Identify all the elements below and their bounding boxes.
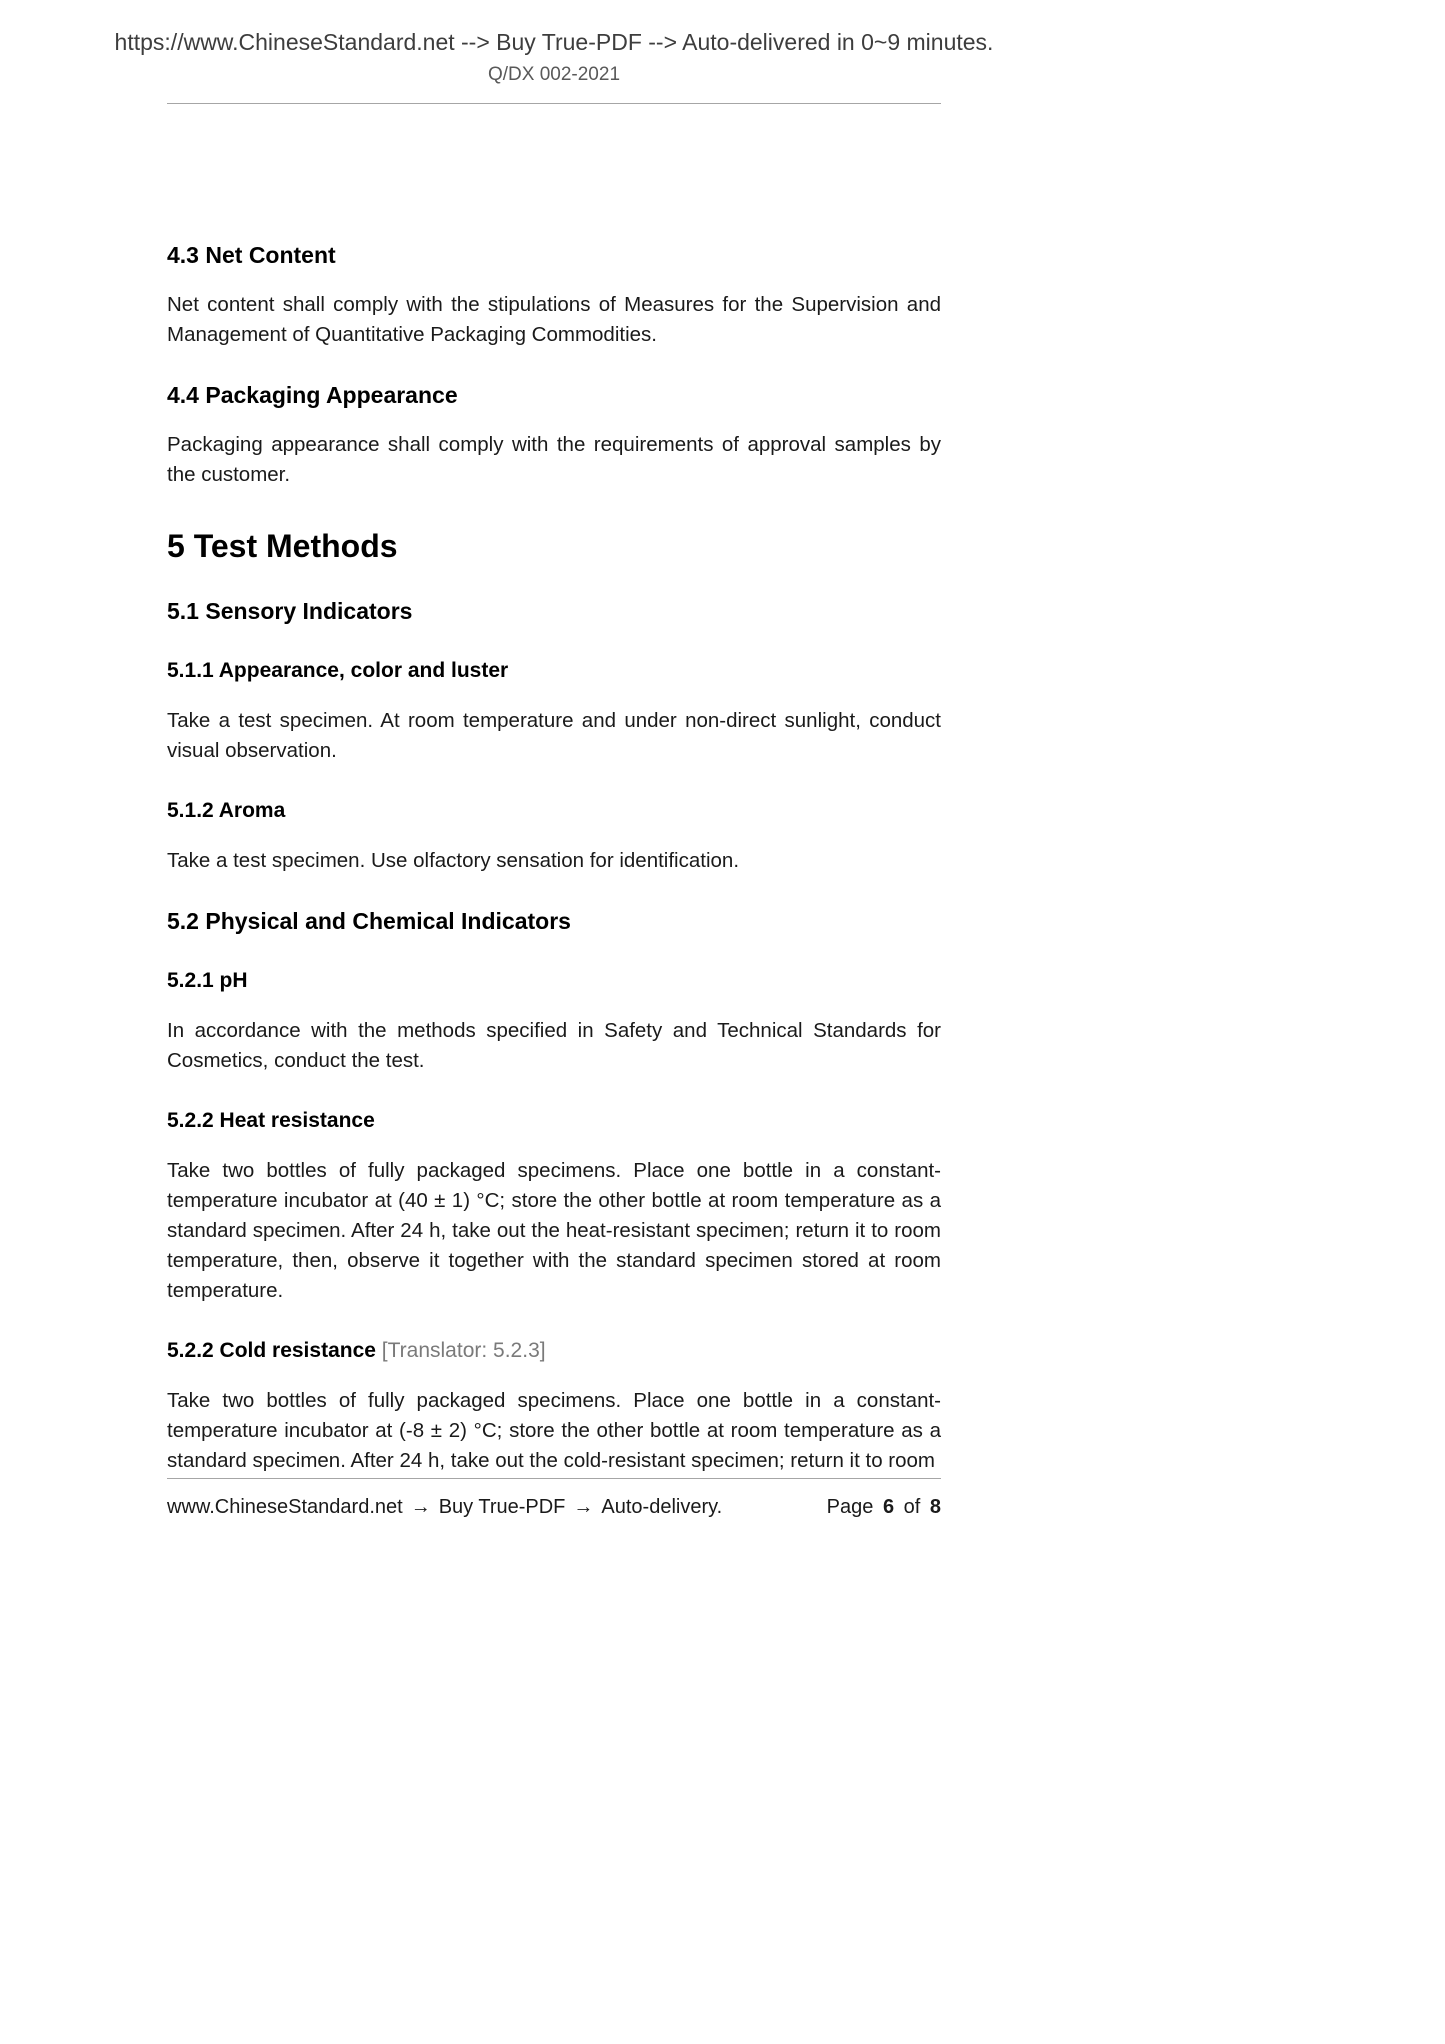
arrow-right-icon: → — [410, 1496, 431, 1518]
subsection-heading-5-1-2-aroma: 5.1.2 Aroma — [167, 799, 286, 822]
cold-resistance-title: 5.2.2 Cold resistance — [167, 1339, 376, 1362]
subsection-heading-5-1-1-appearance: 5.1.1 Appearance, color and luster — [167, 659, 509, 682]
header-url[interactable]: https://www.ChineseStandard.net --> Buy True-PDF --> Auto-delivered in 0~9 minutes. — [114, 29, 994, 55]
subsection-heading-5-2-2-cold-resistance — [167, 1336, 941, 1366]
paragraph-appearance-test: Take a test specimen. At room temperature and under non-direct sunlight, conduct visual observation. — [167, 709, 941, 762]
paragraph-heat-resistance-test: Take two bottles of fully packaged specimens. Place one bottle in a constant-temperature incubator at (40 ± 1) °C; store the other bottle at room temperature as a standard specimen. After 24 h, take out the heat-resistant specimen; return it to room temperature, then, observe it together with the standard specimen stored at room temperature. — [167, 1159, 941, 1302]
header-divider — [167, 103, 941, 104]
page-of-label: of — [903, 1496, 921, 1518]
paragraph-aroma-test: Take a test specimen. Use olfactory sensation for identification. — [167, 849, 740, 872]
chapter-heading-5-test-methods: 5 Test Methods — [167, 528, 398, 564]
footer-delivery-text: Auto-delivery. — [601, 1496, 723, 1518]
arrow-right-icon: → — [573, 1496, 594, 1518]
subsection-heading-5-2-2-heat-resistance: 5.2.2 Heat resistance — [167, 1109, 375, 1132]
page-indicator — [827, 1492, 941, 1522]
footer-site-link[interactable]: www.ChineseStandard.net — [167, 1496, 403, 1518]
paragraph-cold-resistance-test: Take two bottles of fully packaged specimens. Place one bottle in a constant-temperature incubator at (-8 ± 2) °C; store the other bottle at room temperature as a standard specimen. After 24 h, take out the cold-resistant specimen; return it to room — [167, 1389, 941, 1472]
footer-buy-text: Buy True-PDF — [438, 1496, 566, 1518]
section-heading-4-4-packaging-appearance: 4.4 Packaging Appearance — [167, 382, 458, 408]
footer-promo — [167, 1492, 722, 1522]
page-current-number: 6 — [882, 1496, 895, 1518]
translator-note: [Translator: 5.2.3] — [381, 1339, 546, 1362]
section-heading-5-1-sensory-indicators: 5.1 Sensory Indicators — [167, 598, 413, 624]
section-heading-5-2-physical-chemical: 5.2 Physical and Chemical Indicators — [167, 908, 571, 934]
document-body — [167, 240, 941, 1476]
paragraph-packaging-appearance: Packaging appearance shall comply with the requirements of approval samples by the customer. — [167, 433, 941, 486]
page-total-number: 8 — [929, 1496, 941, 1518]
footer-divider — [167, 1478, 941, 1479]
page-header — [0, 28, 1108, 86]
page-label: Page — [826, 1496, 874, 1518]
subsection-heading-5-2-1-ph: 5.2.1 pH — [167, 969, 248, 992]
header-doc-number: Q/DX 002-2021 — [487, 64, 621, 85]
page-footer — [167, 1492, 941, 1522]
paragraph-ph-test: In accordance with the methods specified in Safety and Technical Standards for Cosmetics, conduct the test. — [167, 1019, 941, 1072]
paragraph-net-content: Net content shall comply with the stipulations of Measures for the Supervision and Management of Quantitative Packaging Commodities. — [167, 293, 941, 346]
section-heading-4-3-net-content: 4.3 Net Content — [167, 242, 336, 268]
